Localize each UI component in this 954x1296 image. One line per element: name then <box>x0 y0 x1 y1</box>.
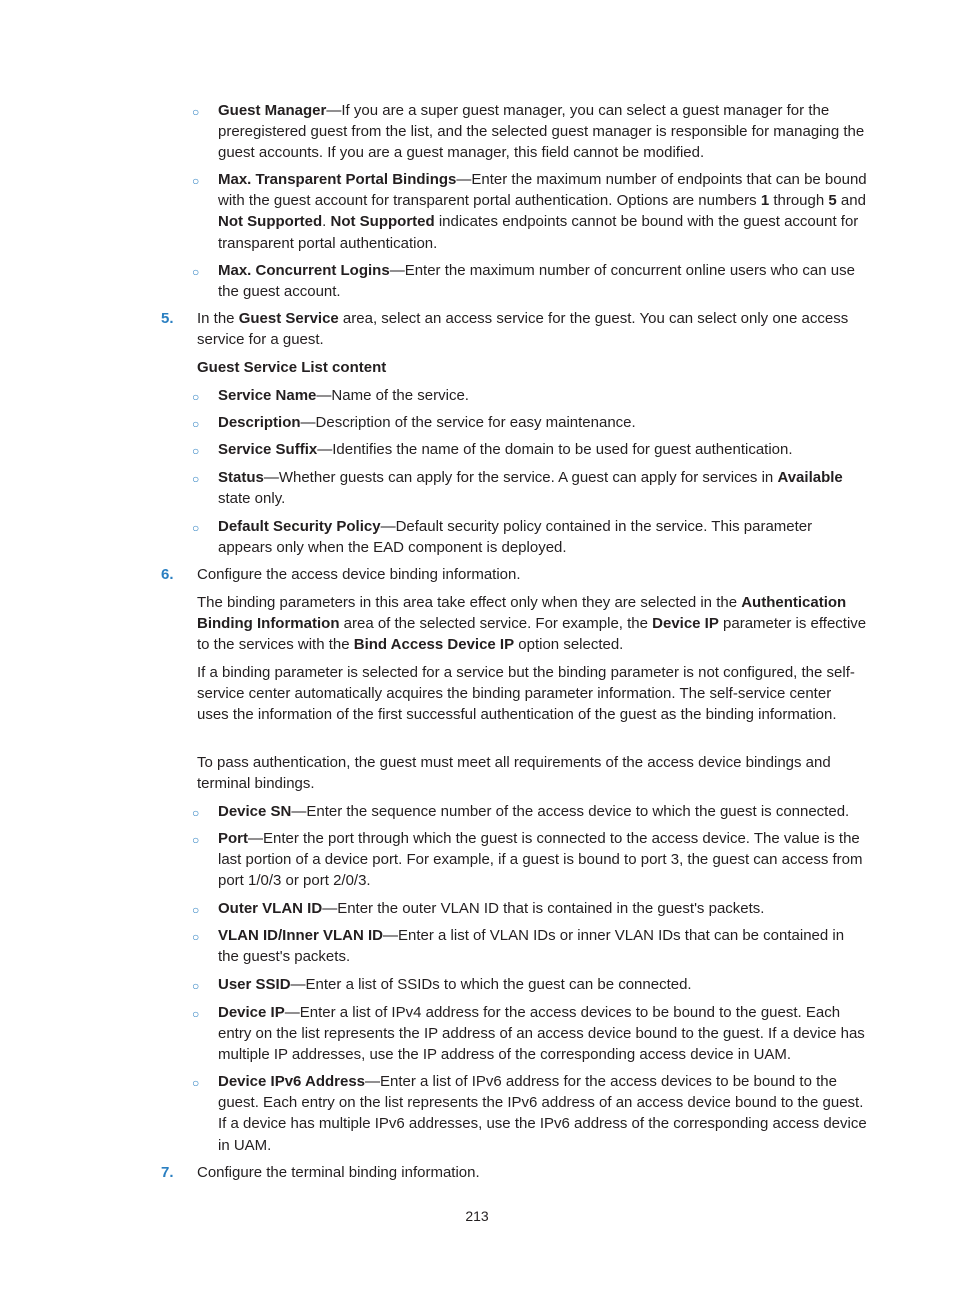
text-run: —Name of the service. <box>316 387 469 404</box>
paragraph <box>197 662 867 726</box>
bold-term: 1 <box>760 192 770 210</box>
text-run: —Enter the maximum number of concurrent online users who can use the guest account. <box>218 262 855 301</box>
text-run: Configure the access device binding information. <box>197 566 521 583</box>
text-run: area, select an access service for the guest. You can select only one access service for a guest. <box>197 310 849 349</box>
paragraph <box>197 592 867 656</box>
bold-term: Description <box>218 414 301 431</box>
circle-bullet-icon: ○ <box>192 806 200 820</box>
bullet-item <box>218 467 868 509</box>
circle-bullet-icon: ○ <box>192 979 200 993</box>
text-run: through <box>769 192 829 210</box>
text-run: area of the selected service. For example, the <box>339 615 653 633</box>
text-run: —Enter a list of IPv4 address for the access devices to be bound to the guest. Each entry on the list represents the IP address of an access device bound to the guest. If a device has multiple IP addresses, use the IP address of the corresponding access device in UAM. <box>218 1004 865 1064</box>
circle-bullet-icon: ○ <box>192 174 200 188</box>
text-run: —Whether guests can apply for the service. A guest can apply for services in <box>263 469 778 486</box>
bold-term: Device IP <box>652 615 719 633</box>
text-run: The binding parameters in this area take effect only when they are selected in the <box>197 594 742 611</box>
text-run: Configure the terminal binding information. <box>197 1164 480 1181</box>
text-run: option selected. <box>514 636 624 654</box>
text-run: —Enter a list of SSIDs to which the guest can be connected. <box>290 976 692 993</box>
bullet-item <box>218 828 868 892</box>
bold-term: Available <box>777 469 843 486</box>
bold-term: Service Name <box>218 387 317 404</box>
subheading <box>197 357 867 378</box>
circle-bullet-icon: ○ <box>192 472 200 486</box>
text-run: parameter is effective to the services with the <box>197 615 867 654</box>
circle-bullet-icon: ○ <box>192 903 200 917</box>
text-run: indicates endpoints cannot be bound with the guest account for transparent portal authentication. <box>218 213 859 252</box>
circle-bullet-icon: ○ <box>192 1007 200 1021</box>
bold-term: Device SN <box>218 803 292 820</box>
bullet-item <box>218 925 868 967</box>
bold-term: Guest Manager <box>218 102 327 119</box>
bullet-item <box>218 1002 868 1066</box>
bold-term: 5 <box>828 192 837 210</box>
text-run: —Description of the service for easy maintenance. <box>300 414 636 431</box>
circle-bullet-icon: ○ <box>192 265 200 279</box>
bold-term: Guest Service <box>238 310 339 327</box>
bold-term: Authentication Binding Information <box>197 594 847 633</box>
step-number: 5. <box>161 310 174 327</box>
circle-bullet-icon: ○ <box>192 390 200 404</box>
step-number: 7. <box>161 1164 174 1181</box>
bold-term: Outer VLAN ID <box>218 900 323 917</box>
text-run: and <box>836 192 866 210</box>
circle-bullet-icon: ○ <box>192 417 200 431</box>
bold-term: Port <box>218 830 248 847</box>
bold-term: Max. Concurrent Logins <box>218 262 390 279</box>
bold-term: Default Security Policy <box>218 518 381 535</box>
numbered-step <box>197 1162 867 1183</box>
bold-term: Service Suffix <box>218 441 318 458</box>
text-run: —Enter a list of IPv6 address for the access devices to be bound to the guest. Each entry on the list represents the IPv6 address of an access device bound to the guest. If a device has multiple IPv6 addresses, use the IPv6 address of the corresponding access device in UAM. <box>218 1073 867 1154</box>
bold-term: Guest Service List content <box>197 359 387 376</box>
text-run: state only. <box>218 490 286 508</box>
bullet-item <box>218 439 868 460</box>
page-number: 213 <box>465 1208 489 1224</box>
circle-bullet-icon: ○ <box>192 444 200 458</box>
bullet-item <box>218 260 868 302</box>
bold-term: Not Supported <box>218 213 323 231</box>
paragraph <box>197 752 867 794</box>
bullet-item <box>218 801 868 822</box>
bold-term: Device IPv6 Address <box>218 1073 366 1090</box>
text-run: —Enter a list of VLAN IDs or inner VLAN IDs that can be contained in the guest's packets. <box>218 927 845 966</box>
bullet-item <box>218 385 868 406</box>
text-run: —Enter the port through which the guest is connected to the access device. The value is the last portion of a device port. For example, if a guest is bound to port 3, the guest can access from port 1/0/3 or port 2/0/3. <box>218 830 863 890</box>
circle-bullet-icon: ○ <box>192 930 200 944</box>
text-run: —Enter the outer VLAN ID that is contained in the guest's packets. <box>322 900 765 917</box>
bullet-item <box>218 412 868 433</box>
numbered-step <box>197 564 867 585</box>
text-run: In the <box>197 310 239 327</box>
text-run: . <box>322 213 331 231</box>
circle-bullet-icon: ○ <box>192 105 200 119</box>
bullet-item <box>218 169 868 254</box>
bullet-item <box>218 974 868 995</box>
circle-bullet-icon: ○ <box>192 1076 200 1090</box>
bold-term: Not Supported <box>330 213 435 231</box>
bold-term: Device IP <box>218 1004 285 1021</box>
circle-bullet-icon: ○ <box>192 833 200 847</box>
circle-bullet-icon: ○ <box>192 521 200 535</box>
step-number: 6. <box>161 566 174 583</box>
text-run: —Enter the maximum number of endpoints that can be bound with the guest account for transparent portal authentication. Options are numbers <box>218 171 867 210</box>
text-run: —Enter the sequence number of the access device to which the guest is connected. <box>291 803 850 820</box>
text-run: To pass authentication, the guest must meet all requirements of the access device bindings and terminal bindings. <box>197 754 831 793</box>
text-run: If a binding parameter is selected for a service but the binding parameter is not configured, the self-service center automatically acquires the binding parameter information. The self-service center uses the information of the first successful authentication of the guest as the binding information. <box>197 664 855 724</box>
bold-term: Status <box>218 469 264 486</box>
text-run: —Default security policy contained in the service. This parameter appears only when the EAD component is deployed. <box>218 518 813 557</box>
bold-term: Max. Transparent Portal Bindings <box>218 171 457 188</box>
text-run: —Identifies the name of the domain to be used for guest authentication. <box>317 441 793 458</box>
bold-term: User SSID <box>218 976 291 993</box>
bold-term: Bind Access Device IP <box>353 636 515 654</box>
bullet-item <box>218 100 868 164</box>
bold-term: VLAN ID/Inner VLAN ID <box>218 927 384 944</box>
text-run: —If you are a super guest manager, you can select a guest manager for the preregistered guest from the list, and the selected guest manager is responsible for managing the guest accounts. If you are a guest manager, this field cannot be modified. <box>218 102 865 162</box>
bullet-item <box>218 1071 868 1156</box>
bullet-item <box>218 898 868 919</box>
numbered-step <box>197 308 867 350</box>
bullet-item <box>218 516 868 558</box>
